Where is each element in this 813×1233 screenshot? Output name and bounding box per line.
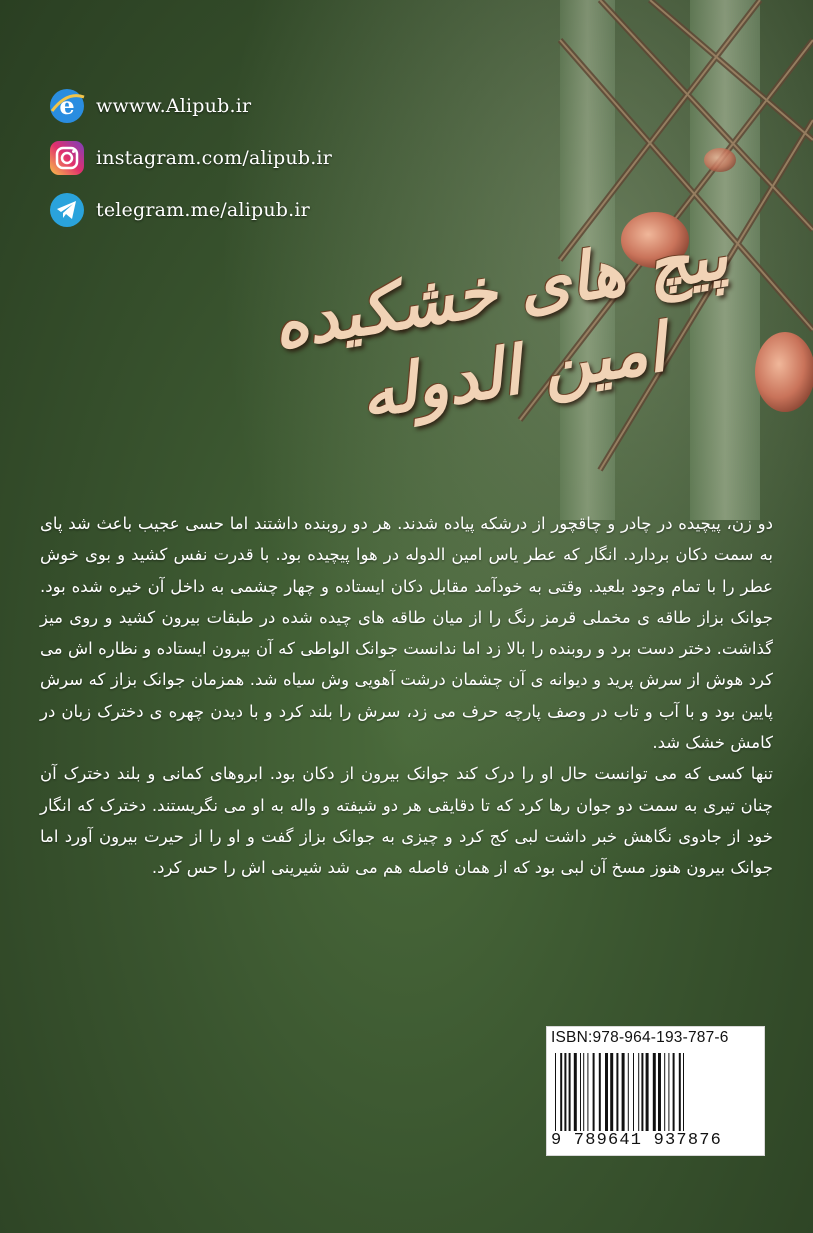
- barcode-bar: [610, 1053, 613, 1131]
- barcode-bar: [622, 1053, 625, 1131]
- barcode-bar: [555, 1053, 556, 1131]
- internet-explorer-icon: [48, 87, 86, 125]
- isbn-barcode: [546, 1026, 765, 1156]
- barcode-bars: [553, 1053, 758, 1131]
- barcode-bar: [564, 1053, 566, 1131]
- barcode-bar: [653, 1053, 656, 1131]
- barcode-bar: [569, 1053, 571, 1131]
- barcode-bar: [673, 1053, 675, 1131]
- telegram-url: telegram.me/alipub.ir: [96, 199, 310, 221]
- barcode-bar: [599, 1053, 601, 1131]
- barcode-bar: [605, 1053, 608, 1131]
- telegram-link: [48, 188, 332, 232]
- barcode-bar: [616, 1053, 618, 1131]
- instagram-icon: [48, 139, 86, 177]
- barcode-bar: [638, 1053, 639, 1131]
- website-link: [48, 84, 332, 128]
- barcode-bar: [628, 1053, 629, 1131]
- instagram-url: instagram.com/alipub.ir: [96, 147, 332, 169]
- barcode-bar: [646, 1053, 649, 1131]
- telegram-icon: [48, 191, 86, 229]
- website-url: wwww.Alipub.ir: [96, 95, 252, 117]
- barcode-bar: [664, 1053, 665, 1131]
- svg-text:e: e: [59, 91, 75, 120]
- barcode-bar: [560, 1053, 562, 1131]
- barcode-bar: [587, 1053, 588, 1131]
- publisher-links: [48, 84, 332, 240]
- barcode-bar: [633, 1053, 634, 1131]
- blurb-paragraph: دو زن، پیچیده در چادر و چاقچور از درشکه پیاده شدند. هر دو روبنده داشتند اما حسی عجیب باعث شد پای به سمت دکان بردارد. انگار که عطر یاس امین الدوله در هوا پیچیده بود. با قدرت نفس کشید و بوی خوش عطر را با تمام وجود بلعید. وقتی به خودآمد مقابل دکان ایستاده و چهار چشمی به داخل آن خیره شده بود. جوانک بزاز طاقه ی مخملی قرمز رنگ را از میان طاقه های چیده شده در طبقات بیرون کشید و روی میز گذاشت. دختر دست برد و روبنده را بالا زد اما ندانست جوانک الواطی که آن بیرون ایستاده و نظاره اش می کرد هوش از سرش پرید و دیوانه ی آن چشمان درشت آهویی وش سیاه شد. همزمان جوانک بزاز که سرش پایین بود و با آب و تاب در وصف پارچه حرف می زد، سرش را بلند کرد و با دیدن چهره ی دخترک زبان در کامش خشک شد.: [40, 514, 773, 753]
- book-title: پیچ های خشکیده امین الدوله: [267, 215, 733, 434]
- barcode-bar: [593, 1053, 595, 1131]
- blurb-paragraph: تنها کسی که می توانست حال او را درک کند جوانک بیرون از دکان بود. ابروهای کمانی و بلند دخترک آن چنان تیری به سمت دو جوان رها کرد که تا دقایقی هر دو شیفته و واله به او می نگریستند. دخترک که انگار خود از جادوی نگاهش خبر داشت لبی کج کرد و چیزی به جوانک بزاز گفت و او را از حیرت بیرون آورد اما جوانک بیرون هنوز مسخ آن لبی بود که از همان فاصله هم می شد شیرینی اش را حس کرد.: [40, 764, 773, 878]
- barcode-bar: [580, 1053, 581, 1131]
- barcode-bar: [574, 1053, 577, 1131]
- barcode-bar: [583, 1053, 584, 1131]
- barcode-bar: [683, 1053, 684, 1131]
- barcode-bar: [658, 1053, 661, 1131]
- instagram-link: [48, 136, 332, 180]
- barcode-digits: 9 789641 937876: [551, 1131, 723, 1150]
- barcode-bar: [641, 1053, 643, 1131]
- barcode-bar: [668, 1053, 669, 1131]
- isbn-number: ISBN:978-964-193-787-6: [551, 1029, 729, 1046]
- book-blurb: [40, 508, 773, 884]
- barcode-bar: [679, 1053, 681, 1131]
